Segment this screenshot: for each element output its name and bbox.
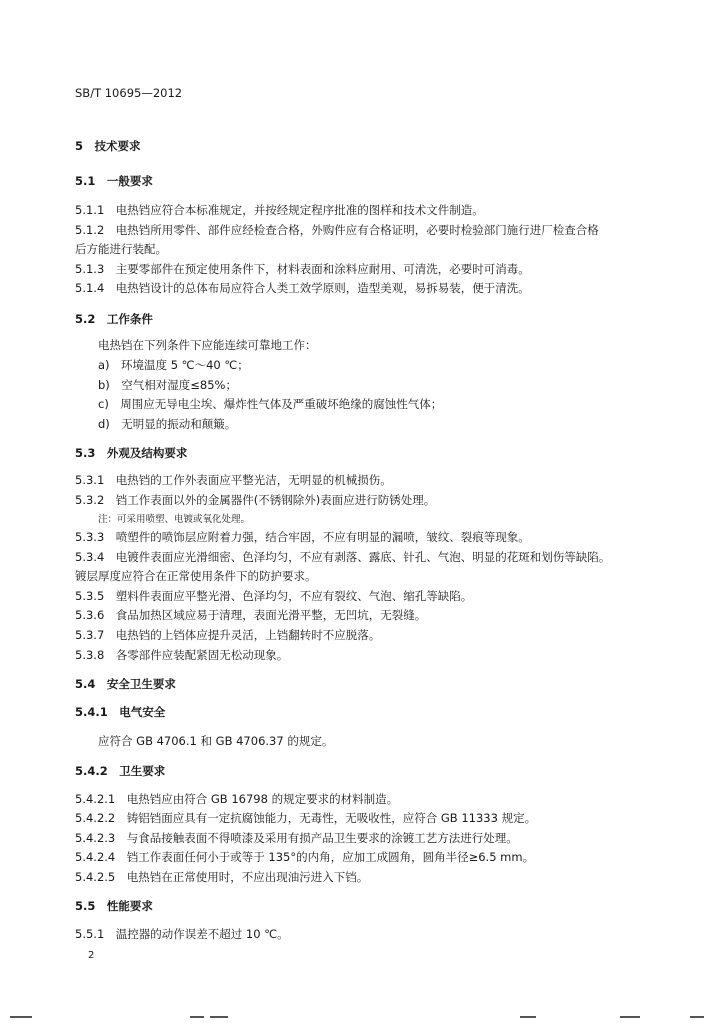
clause-text: 5.1.4 电热铛设计的总体布局应符合人类工效学原则，造型美观，易拆易装，便于清洗。 bbox=[75, 281, 530, 295]
section-heading: 5 技术要求 bbox=[75, 139, 141, 153]
clause-text: 5.3.7 电热铛的上铛体应提升灵活，上铛翻转时不应脱落。 bbox=[75, 628, 381, 642]
clause-text: 5.3.1 电热铛的工作外表面应平整光洁，无明显的机械损伤。 bbox=[75, 473, 392, 487]
paragraph-text: 电热铛在下列条件下应能连续可靠地工作： bbox=[98, 338, 317, 352]
list-item: a) 环境温度 5 ℃～40 ℃； bbox=[98, 358, 249, 372]
section-heading: 5.1 一般要求 bbox=[75, 174, 153, 188]
paragraph-text: 应符合 GB 4706.1 和 GB 4706.37 的规定。 bbox=[98, 734, 334, 748]
clause-text: 5.3.5 塑料件表面应平整光滑、色泽均匀，不应有裂纹、气泡、缩孔等缺陷。 bbox=[75, 589, 473, 603]
subsection-heading: 5.4.1 电气安全 bbox=[75, 705, 166, 719]
list-item: d) 无明显的振动和颠簸。 bbox=[98, 417, 237, 431]
clause-text: 镀层厚度应符合在正常使用条件下的防护要求。 bbox=[75, 569, 317, 583]
list-item: c) 周围应无导电尘埃、爆炸性气体及严重破坏绝缘的腐蚀性气体； bbox=[98, 397, 443, 411]
subsection-heading: 5.4.2 卫生要求 bbox=[75, 764, 166, 778]
clause-text: 5.4.2.3 与食品接触表面不得喷漆及采用有损产品卫生要求的涂镀工艺方法进行处理。 bbox=[75, 831, 518, 845]
list-item: b) 空气相对湿度≤85%； bbox=[98, 378, 237, 392]
section-heading: 5.5 性能要求 bbox=[75, 899, 153, 913]
clause-text: 5.4.2.1 电热铛应由符合 GB 16798 的规定要求的材料制造。 bbox=[75, 792, 399, 806]
section-heading: 5.2 工作条件 bbox=[75, 312, 153, 326]
document-id: SB/T 10695—2012 bbox=[75, 86, 183, 100]
note-text: 注：可采用喷塑、电镀或氧化处理。 bbox=[98, 514, 251, 525]
scan-edge-marks bbox=[0, 1012, 717, 1024]
clause-text: 5.3.6 食品加热区域应易于清理，表面光滑平整，无凹坑，无裂缝。 bbox=[75, 608, 427, 622]
clause-text: 5.3.2 铛工作表面以外的金属器件(不锈钢除外)表面应进行防锈处理。 bbox=[75, 493, 436, 507]
clause-text: 5.3.4 电镀件表面应光滑细密、色泽均匀，不应有剥落、露底、针孔、气泡、明显的花斑和划伤等缺陷。 bbox=[75, 550, 611, 564]
clause-text: 5.3.3 喷塑件的喷饰层应附着力强，结合牢固，不应有明显的漏喷，皱纹、裂痕等现象。 bbox=[75, 530, 530, 544]
clause-text: 5.4.2.4 铛工作表面任何小于或等于 135°的内角，应加工成圆角，圆角半径≥6.5 mm。 bbox=[75, 850, 535, 864]
clause-text: 5.5.1 温控器的动作误差不超过 10 ℃。 bbox=[75, 927, 289, 941]
section-heading: 5.3 外观及结构要求 bbox=[75, 446, 188, 460]
clause-text: 5.1.2 电热铛所用零件、部件应经检查合格，外购件应有合格证明，必要时检验部门施行进厂检查合格 bbox=[75, 223, 599, 237]
section-heading: 5.4 安全卫生要求 bbox=[75, 677, 176, 691]
clause-text: 后方能进行装配。 bbox=[75, 242, 167, 256]
clause-text: 5.3.8 各零部件应装配紧固无松动现象。 bbox=[75, 648, 289, 662]
clause-text: 5.1.1 电热铛应符合本标准规定，并按经规定程序批准的图样和技术文件制造。 bbox=[75, 203, 484, 217]
page-number: 2 bbox=[88, 950, 95, 961]
clause-text: 5.4.2.2 铸铝铛面应具有一定抗腐蚀能力，无毒性，无吸收性，应符合 GB 11333 规定。 bbox=[75, 811, 537, 825]
clause-text: 5.1.3 主要零部件在预定使用条件下，材料表面和涂料应耐用、可清洗，必要时可消毒。 bbox=[75, 262, 530, 276]
clause-text: 5.4.2.5 电热铛在正常使用时，不应出现油污进入下铛。 bbox=[75, 870, 369, 884]
